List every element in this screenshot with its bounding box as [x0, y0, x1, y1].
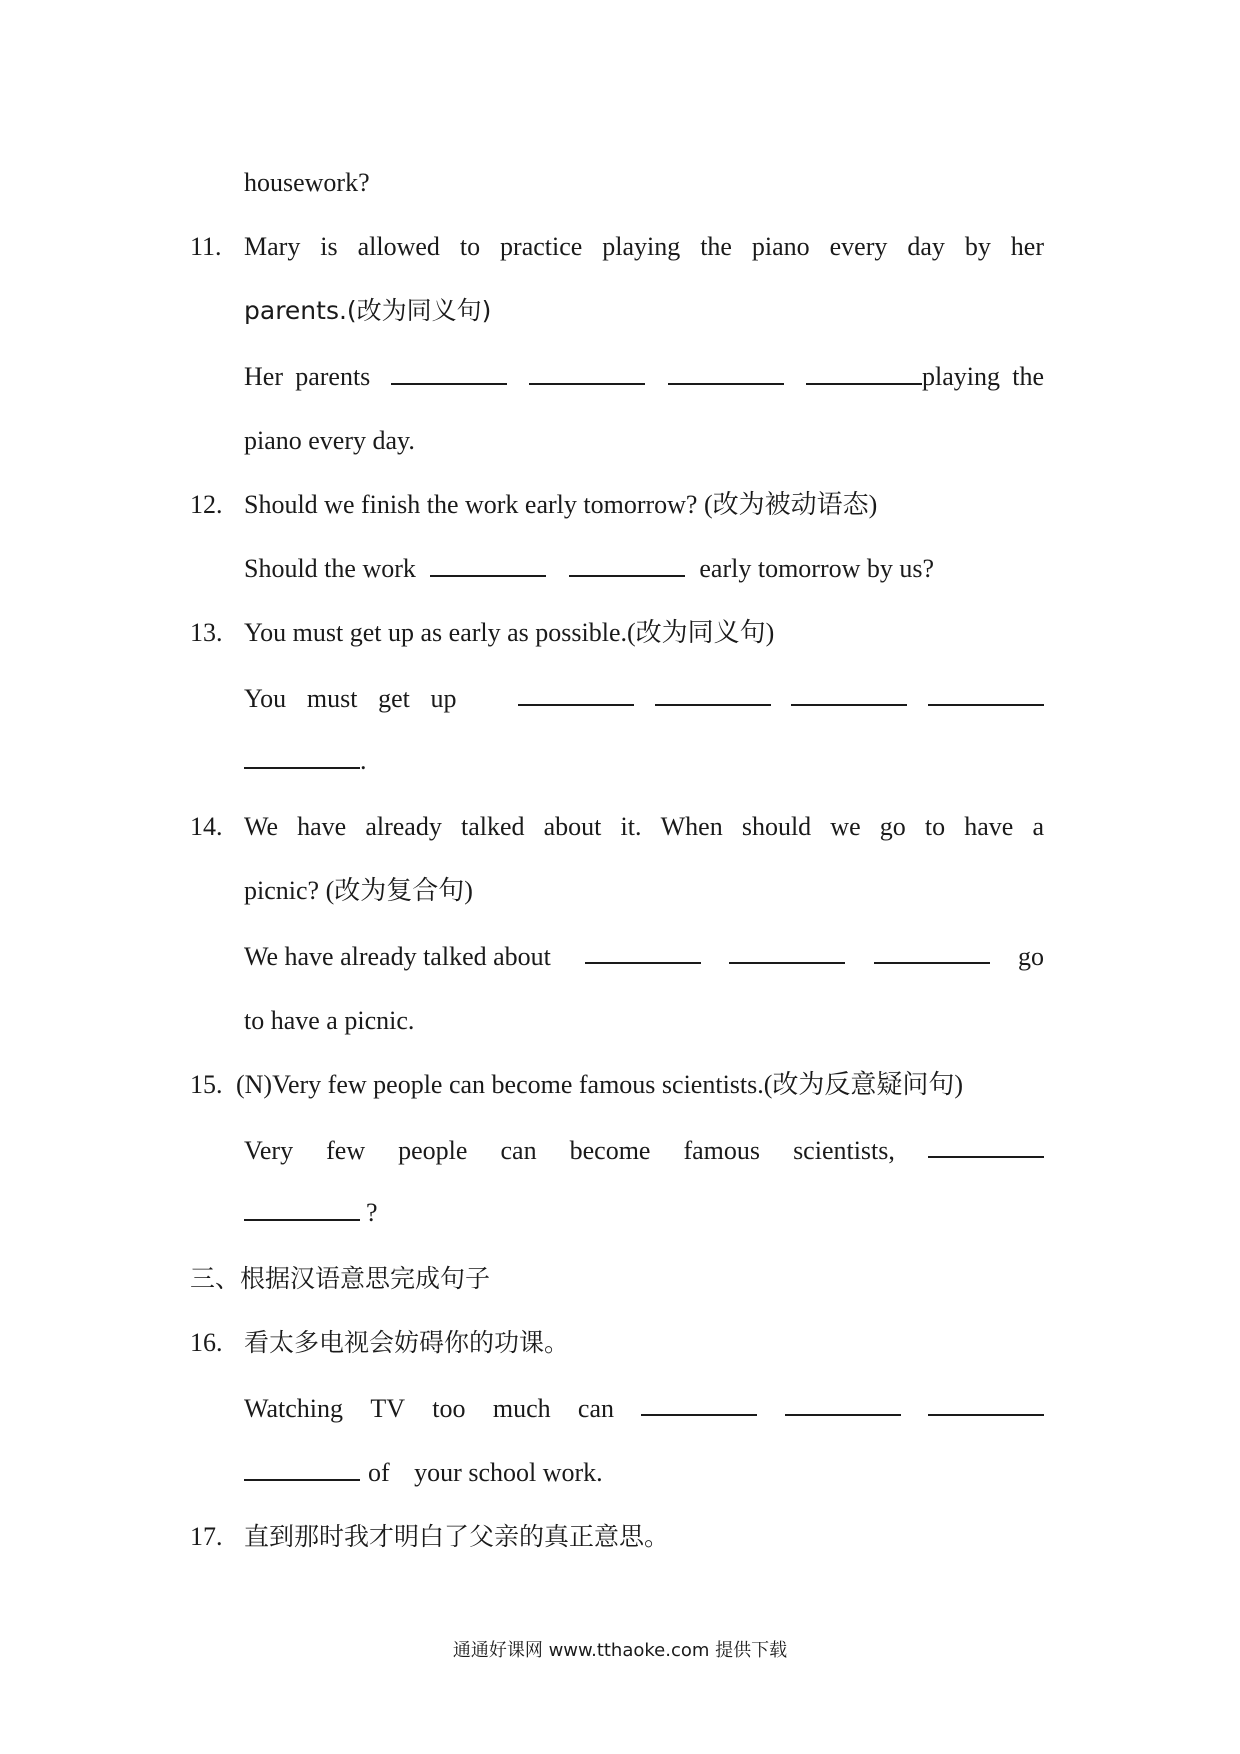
- q16-word-of: of: [368, 1458, 390, 1487]
- answer-blank[interactable]: [569, 553, 685, 577]
- q16-answer-line: [244, 1392, 1044, 1426]
- q13-sentence: You must get up as early as possible.(改为同义句): [244, 618, 775, 647]
- answer-blank[interactable]: [668, 361, 784, 385]
- answer-blank[interactable]: [874, 940, 990, 964]
- q11-word: her: [1010, 232, 1044, 261]
- footer-source: 通通好课网 www.tthaoke.com 提供下载: [452, 1640, 788, 1661]
- answer-blank[interactable]: [729, 940, 845, 964]
- q14-instruction: picnic? (改为复合句): [244, 876, 473, 905]
- q14-answer-end: to have a picnic.: [244, 1006, 415, 1035]
- q14-word: have: [297, 812, 347, 841]
- q16-number: 16.: [190, 1328, 223, 1357]
- q13-word: get: [378, 684, 410, 713]
- q15-answer-end: [244, 1196, 378, 1230]
- q13-answer-line: [244, 682, 1044, 716]
- q11-word: allowed: [357, 232, 440, 261]
- answer-blank[interactable]: [391, 361, 507, 385]
- q13-word: up: [430, 684, 457, 713]
- q15-word: scientists,: [793, 1136, 895, 1165]
- q12-answer-pre: Should the work: [244, 554, 416, 583]
- q12-sentence: [244, 488, 877, 522]
- q16-chinese: 看太多电视会妨碍你的功课。: [244, 1328, 570, 1357]
- q15-word: become: [569, 1136, 651, 1165]
- q14-word: have: [964, 812, 1014, 841]
- q13-number: 13.: [190, 618, 223, 647]
- q12-number: 12.: [190, 490, 223, 519]
- answer-blank[interactable]: [655, 682, 771, 706]
- q14-word: talked: [460, 812, 525, 841]
- answer-blank[interactable]: [928, 682, 1044, 706]
- q16-word: TV: [370, 1394, 405, 1423]
- q11-word: the: [700, 232, 732, 261]
- q17-chinese: 直到那时我才明白了父亲的真正意思。: [244, 1522, 670, 1551]
- q14-word: a: [1032, 812, 1044, 841]
- q14-answer-post: go: [1018, 942, 1044, 971]
- q11-answer-end: piano every day.: [244, 426, 415, 455]
- q13-word: You: [244, 684, 287, 713]
- q15-word: can: [500, 1136, 537, 1165]
- answer-blank[interactable]: [244, 1457, 360, 1481]
- line-housework: housework?: [244, 168, 370, 197]
- q15-word: people: [398, 1136, 468, 1165]
- q16-word: too: [432, 1394, 466, 1423]
- q12-sentence-text: Should we finish the work early tomorrow? (改为被动语态): [244, 490, 878, 519]
- q14-word: go: [879, 812, 906, 841]
- q14-word: we: [830, 812, 861, 841]
- q11-number: 11.: [190, 232, 222, 261]
- q16-word: Watching: [244, 1394, 343, 1423]
- q15-sentence: (N)Very few people can become famous scientists.(改为反意疑问句): [236, 1070, 964, 1099]
- q11-word: by: [964, 232, 991, 261]
- q11-word-her: Her: [244, 362, 283, 391]
- answer-blank[interactable]: [806, 361, 922, 385]
- q14-word: already: [365, 812, 442, 841]
- answer-blank[interactable]: [518, 682, 634, 706]
- q14-word: to: [924, 812, 946, 841]
- q11-word: day: [907, 232, 945, 261]
- q11-word: is: [320, 232, 338, 261]
- answer-blank[interactable]: [244, 1197, 360, 1221]
- q11-word: practice: [500, 232, 583, 261]
- q14-word: should: [741, 812, 812, 841]
- q11-word: to: [459, 232, 481, 261]
- q15-word: Very: [244, 1136, 294, 1165]
- answer-blank[interactable]: [785, 1392, 901, 1416]
- q11-word: playing: [602, 232, 681, 261]
- answer-blank[interactable]: [585, 940, 701, 964]
- q13-answer-end: [244, 744, 367, 778]
- q16-word: much: [492, 1394, 551, 1423]
- section-3-heading: 三、根据汉语意思完成句子: [190, 1264, 491, 1293]
- q14-number: 14.: [190, 812, 223, 841]
- q13-period: .: [360, 746, 367, 775]
- q12-answer-post: early tomorrow by us?: [699, 554, 935, 583]
- q17-number: 17.: [190, 1522, 223, 1551]
- q15-word: famous: [683, 1136, 761, 1165]
- q11-word: Mary: [244, 232, 301, 261]
- q12-answer-line: [244, 552, 934, 586]
- answer-blank[interactable]: [244, 745, 360, 769]
- answer-blank[interactable]: [529, 361, 645, 385]
- q14-answer-line: [244, 940, 1044, 974]
- answer-blank[interactable]: [641, 1392, 757, 1416]
- q11-sentence: [244, 230, 1044, 264]
- q15-number: 15.: [190, 1070, 223, 1099]
- q16-word: can: [577, 1394, 615, 1423]
- q15-answer-line: [244, 1134, 1044, 1168]
- q11-blanks: [383, 360, 1001, 394]
- q15-question-mark: ?: [366, 1198, 378, 1227]
- q14-answer-pre: We have already talked about: [244, 942, 551, 971]
- q16-answer-post: your school work.: [414, 1458, 603, 1487]
- q11-word-parents: parents: [295, 362, 371, 391]
- q14-word: about: [543, 812, 602, 841]
- q11-word-the: the: [1012, 362, 1044, 391]
- answer-blank[interactable]: [791, 682, 907, 706]
- q16-answer-end: [244, 1456, 603, 1490]
- answer-blank[interactable]: [928, 1392, 1044, 1416]
- q11-instruction-text: parents.(改为同义句): [244, 296, 492, 325]
- q14-word: We: [244, 812, 278, 841]
- answer-blank[interactable]: [928, 1134, 1044, 1158]
- q15-word: few: [326, 1136, 366, 1165]
- q11-word-playing: playing: [922, 362, 1001, 391]
- answer-blank[interactable]: [430, 553, 546, 577]
- q11-word: piano: [751, 232, 810, 261]
- q14-word: When: [660, 812, 723, 841]
- q14-sentence: [244, 810, 1044, 844]
- q11-word: every: [829, 232, 888, 261]
- q14-word: it.: [620, 812, 642, 841]
- q11-answer-line: [244, 360, 1044, 394]
- q11-instruction: [244, 294, 491, 328]
- q13-word: must: [306, 684, 358, 713]
